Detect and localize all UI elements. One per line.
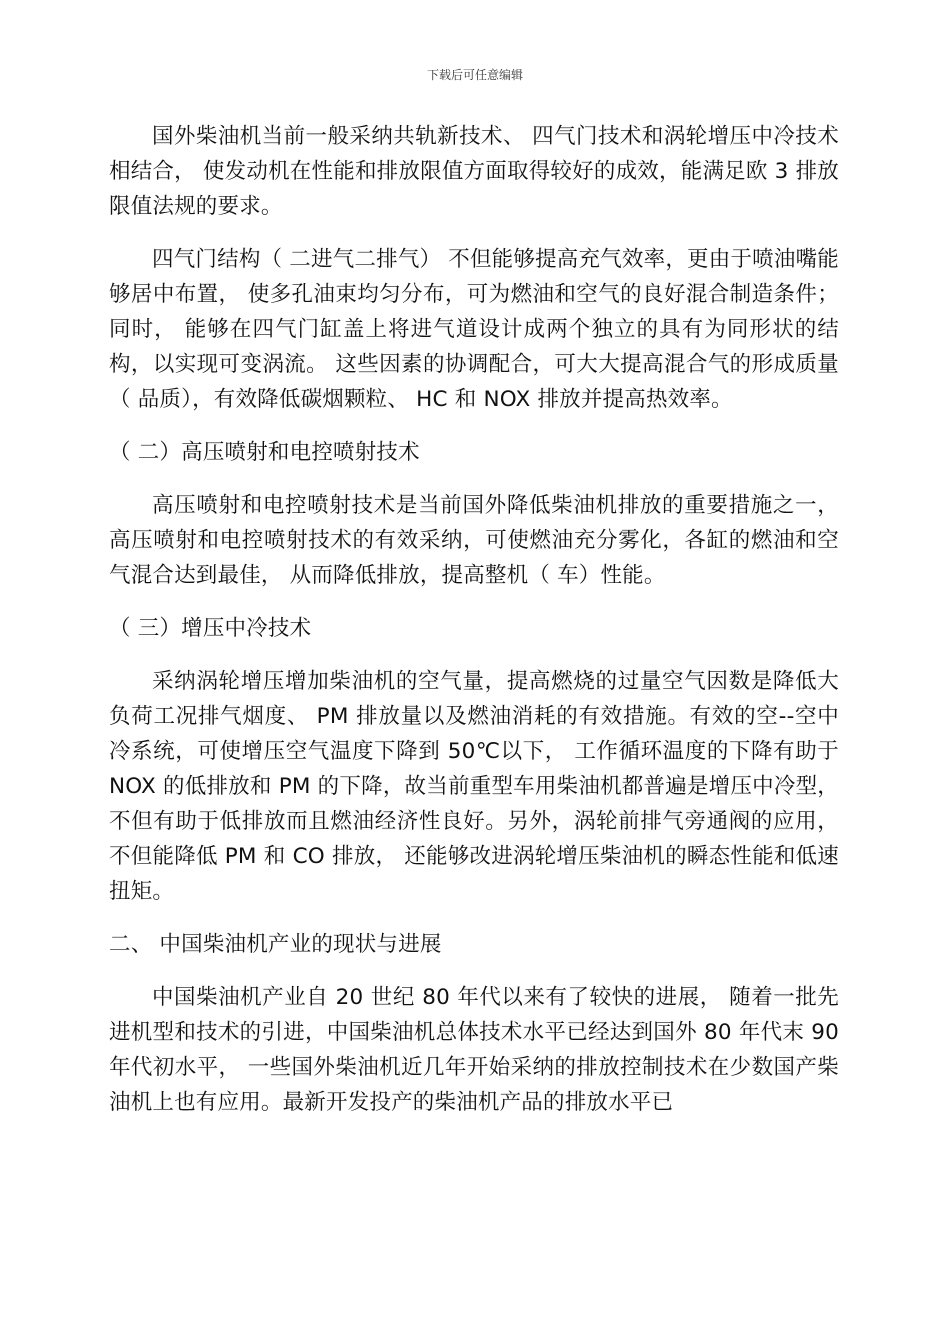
section-heading-intercooling: （ 三）增压中冷技术 (109, 616, 312, 641)
paragraph-four-valve-intro: 国外柴油机当前一般采纳共轨新技术、 四气门技术和涡轮增压中冷技术相结合， 使发动机在性能和排放限值方面取得较好的成效，能满足欧 3 排放限值法规的要求。 (109, 124, 839, 219)
section-heading-china-industry: 二、 中国柴油机产业的现状与进展 (109, 932, 442, 957)
section-heading-high-pressure-injection: （ 二）高压喷射和电控喷射技术 (109, 440, 420, 465)
page-header: 下载后可任意编辑 (426, 68, 523, 82)
paragraph-four-valve-structure: 四气门结构（ 二进气二排气） 不但能够提高充气效率，更由于喷油嘴能够居中布置， 使多孔油束均匀分布，可为燃油和空气的良好混合制造条件；同时， 能够在四气门缸盖上将进气道设计成两个独立的具有为同形状的结构，以实现可变涡流。 这些因素的协调配合，可大大提高混合气的形成质量（ 品质），有效降低碳烟颗粒、 HC 和 NOX 排放并提高热效率。 (109, 247, 839, 412)
paragraph-intercooling: 采纳涡轮增压增加柴油机的空气量，提高燃烧的过量空气因数是降低大负荷工况排气烟度、 PM 排放量以及燃油消耗的有效措施。有效的空--空中冷系统，可使增压空气温度下降到 50℃以下， 工作循环温度的下降有助于 NOX 的低排放和 PM 的下降，故当前重型车用柴油机都普遍是增压中冷型， 不但有助于低排放而且燃油经济性良好。另外，涡轮前排气旁通阀的应用，不但能降低 PM 和 CO 排放， 还能够改进涡轮增压柴油机的瞬态性能和低速扭矩。 (109, 669, 839, 904)
paragraph-high-pressure-injection: 高压喷射和电控喷射技术是当前国外降低柴油机排放的重要措施之一， 高压喷射和电控喷射技术的有效采纳，可使燃油充分雾化，各缸的燃油和空气混合达到最佳， 从而降低排放，提高整机（ 车）性能。 (109, 493, 839, 588)
document-body (109, 119, 839, 1138)
paragraph-china-industry: 中国柴油机产业自 20 世纪 80 年代以来有了较快的进展， 随着一批先进机型和技术的引进，中国柴油机总体技术水平已经达到国外 80 年代末 90 年代初水平， 一些国外柴油机近几年开始采纳的排放控制技术在少数国产柴油机上也有应用。最新开发投产的柴油机产品的排放水平已 (109, 985, 839, 1115)
